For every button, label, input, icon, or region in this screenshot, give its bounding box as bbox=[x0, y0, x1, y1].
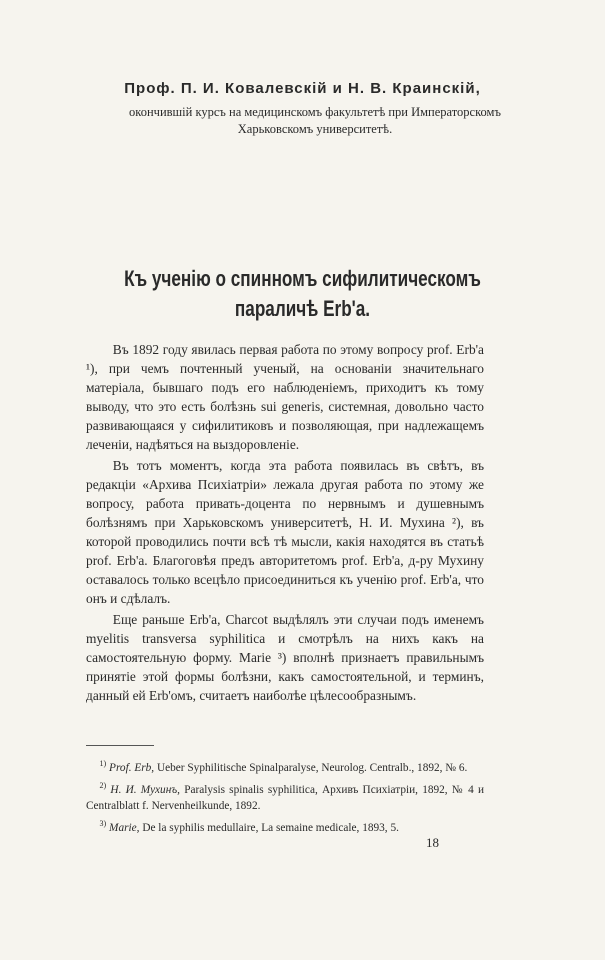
footnote-text: Paralysis spinalis syphilitica, Архивъ Психіатріи, 1892, № 4 и Centralblatt f. Nervenheilkunde, 1892. bbox=[86, 783, 485, 812]
body-paragraph-2: Въ тотъ моментъ, когда эта работа появилась въ свѣтъ, въ редакціи «Архива Психіатріи» лежала другая работа по этому же вопросу, работа привать-доцента по нервнымъ и душевнымъ болѣзнямъ при Харьковскомъ университетѣ, Н. И. Мухина ²), въ которой проводились почти всѣ тѣ мысли, какія находятся въ статьѣ prof. Erb'a. Благоговѣя предъ авторитетомъ prof. Erb'a, д-ру Мухину оставалось только всецѣло присоединиться къ ученію prof. Erb'a, что онъ и сдѣлалъ. bbox=[86, 458, 484, 606]
body-paragraph-3: Еще раньше Erb'a, Charcot выдѣлялъ эти случаи подъ именемъ myelitis transversa syphilitica и смотрѣлъ на нихъ какъ на самостоятельную форму. Marie ³) вполнѣ признаетъ правильнымъ принятіе этой формы болѣзни, какъ самостоятельной, и терминъ, данный ей Erb'омъ, считаетъ наиболѣе цѣлесообразнымъ. bbox=[86, 612, 484, 703]
body-paragraph-1: Въ 1892 году явилась первая работа по этому вопросу prof. Erb'a ¹), при чемъ почтенный ученый, на основаніи значительнаго матеріала, бывшаго подъ его наблюденіемъ, приходитъ къ тому выводу, что это есть болѣзнь sui generis, системная, довольно часто развивающаяся у сифилитиковъ и позволяющая, при надлежащемъ леченіи, надѣяться на выздоровленіе. bbox=[86, 342, 484, 452]
footnote-author: Marie, bbox=[109, 821, 140, 834]
article-title-line-1: Къ ученію о спинномъ сифилитическомъ bbox=[124, 266, 481, 291]
footnote-mark: 1) bbox=[99, 759, 107, 768]
footnote-1 bbox=[86, 756, 484, 776]
page-number: 18 bbox=[426, 835, 439, 850]
article-title-line-2: параличѣ Erb'а. bbox=[234, 296, 371, 321]
article-body bbox=[86, 340, 484, 707]
footnotes bbox=[86, 756, 484, 837]
footnote-mark: 3) bbox=[99, 818, 107, 828]
footnote-3 bbox=[86, 816, 484, 836]
authors-line: Проф. П. И. Ковалевскій и Н. В. Краинскій, bbox=[124, 80, 481, 97]
footnote-author: Prof. Erb, bbox=[109, 761, 155, 774]
footnote-divider bbox=[86, 745, 154, 746]
author-affiliation: окончившій курсъ на медицинскомъ факультетѣ при Императорскомъ Харьковскомъ университетѣ. bbox=[129, 105, 501, 136]
footnote-text: Ueber Syphilitische Spinalparalyse, Neurolog. Centralb., 1892, № 6. bbox=[156, 761, 468, 774]
footnote-mark: 2) bbox=[99, 780, 107, 790]
footnote-text: De la syphilis medullaire, La semaine medicale, 1893, 5. bbox=[142, 821, 399, 834]
footnote-author: Н. И. Мухинъ, bbox=[110, 783, 180, 796]
article-title bbox=[67, 264, 539, 324]
footnote-2 bbox=[86, 778, 484, 814]
